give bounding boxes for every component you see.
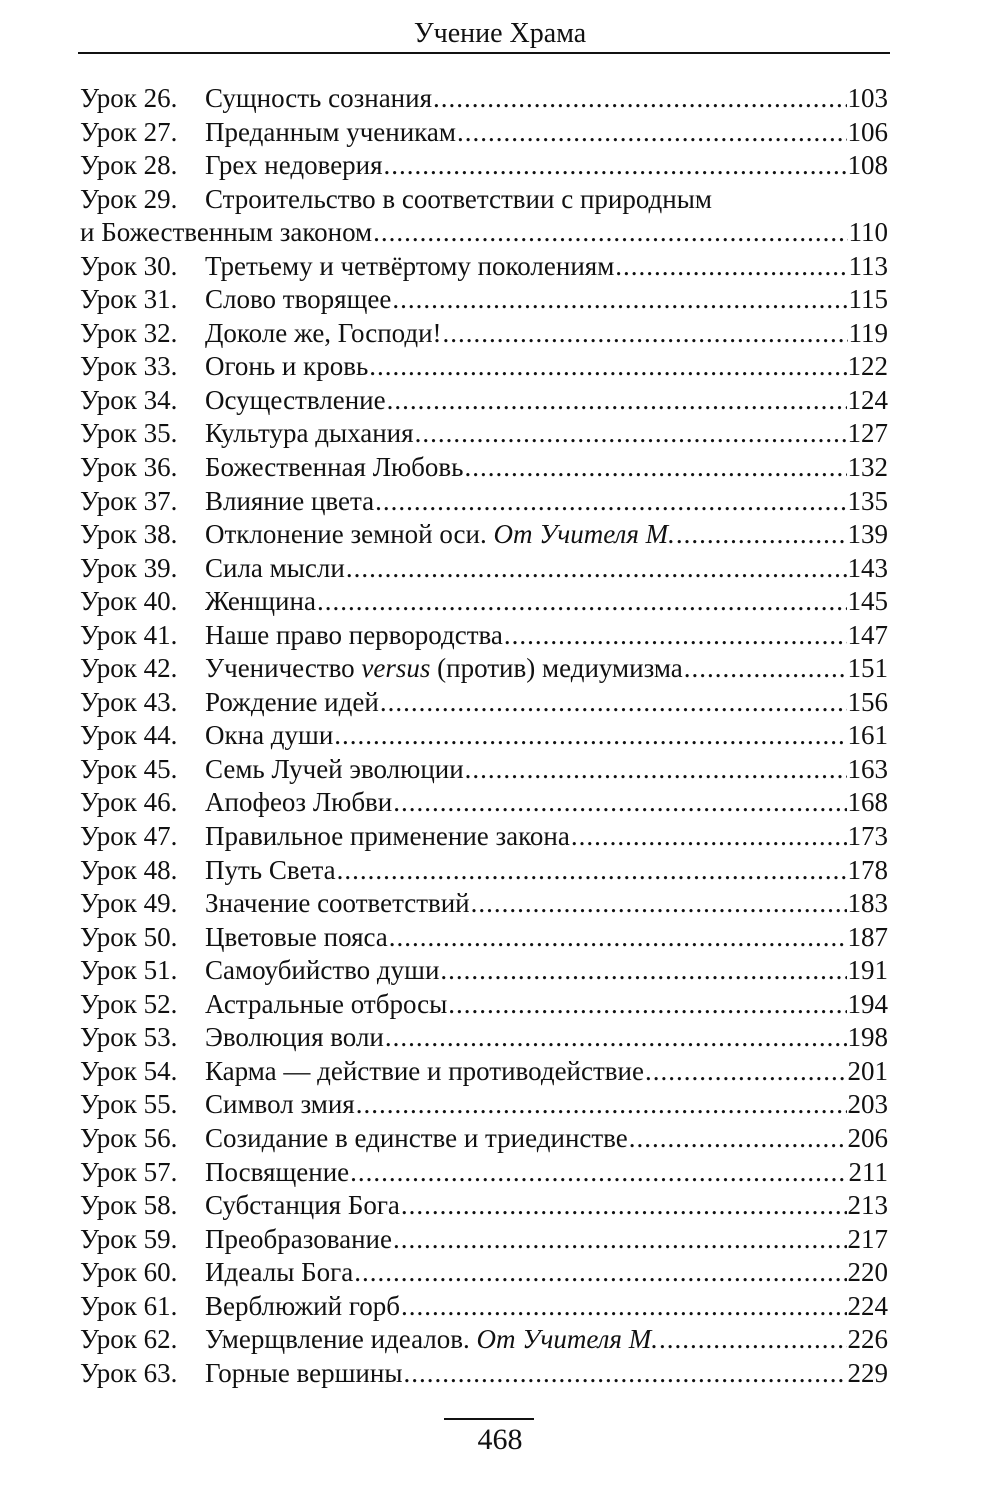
lesson-title	[205, 485, 374, 519]
entry-body	[205, 1021, 888, 1055]
dot-leader	[471, 887, 847, 921]
toc-entry	[80, 719, 888, 753]
lesson-number: Урок 33.	[80, 351, 178, 382]
entry-body	[205, 317, 888, 351]
entry-body	[205, 854, 888, 888]
lesson-title	[205, 753, 464, 787]
entry-body	[205, 921, 888, 955]
toc-entry	[80, 116, 888, 150]
lesson-number: Урок 47.	[80, 821, 178, 852]
lesson-title	[205, 250, 614, 284]
lesson-title	[205, 183, 712, 217]
lesson-title-text: Третьему и четвёртому поколениям	[205, 250, 615, 281]
page-ref: 198	[847, 1022, 888, 1053]
dot-leader	[389, 921, 847, 955]
lesson-number: Урок 53.	[80, 1022, 178, 1053]
lesson-title	[205, 116, 456, 150]
dot-leader	[504, 619, 847, 653]
toc-entry	[80, 1290, 888, 1324]
lesson-number: Урок 60.	[80, 1257, 178, 1288]
lesson-title-text: Огонь и кровь	[205, 351, 369, 382]
lesson-number: Урок 52.	[80, 988, 178, 1019]
lesson-number: Урок 41.	[80, 619, 178, 650]
toc-entry	[80, 988, 888, 1022]
lesson-title	[205, 1323, 658, 1357]
lesson-title-after: (против) медиумизма	[437, 653, 683, 684]
lesson-title-text: Созидание в единстве и триединстве	[205, 1122, 628, 1153]
lesson-title-italic: versus	[361, 653, 431, 684]
lesson-number: Урок 58.	[80, 1190, 178, 1221]
lesson-title-text: Посвящение	[205, 1156, 350, 1187]
entry-body	[205, 1189, 888, 1223]
lesson-number: Урок 42.	[80, 653, 178, 684]
page-ref: 103	[847, 83, 888, 113]
lesson-number: Урок 62.	[80, 1324, 178, 1355]
lesson-number: Урок 56.	[80, 1122, 178, 1153]
toc-entry	[80, 1122, 888, 1156]
lesson-title	[205, 585, 316, 619]
lesson-title-text: Преобразование	[205, 1223, 392, 1254]
lesson-number: Урок 61.	[80, 1290, 178, 1321]
dot-leader	[375, 485, 846, 519]
header-rule	[78, 52, 890, 54]
page-ref: 203	[847, 1089, 888, 1120]
entry-body	[205, 719, 888, 753]
dot-leader	[443, 317, 848, 351]
lesson-title-text: Влияние цвета	[205, 485, 375, 516]
lesson-number: Урок 36.	[80, 452, 178, 483]
toc-entry	[80, 1088, 888, 1122]
dot-leader	[350, 1156, 847, 1190]
lesson-title-italic: От Учителя М.	[493, 519, 675, 550]
lesson-title	[205, 686, 379, 720]
toc-entry	[80, 753, 888, 787]
toc-entry	[80, 652, 888, 686]
lesson-title	[205, 518, 675, 552]
toc-entry	[80, 518, 888, 552]
dot-leader	[457, 116, 847, 150]
dot-leader	[401, 1290, 847, 1324]
entry-body	[205, 82, 888, 116]
entry-body	[205, 350, 888, 384]
lesson-title-text: Верблюжий горб	[205, 1290, 400, 1321]
dot-leader	[440, 954, 846, 988]
lesson-title-text: Путь Света	[205, 854, 336, 885]
toc-entry	[80, 451, 888, 485]
lesson-title	[205, 451, 463, 485]
lesson-title-text: Окна души	[205, 720, 334, 751]
dot-leader	[387, 384, 847, 418]
lesson-number: Урок 40.	[80, 586, 178, 617]
lesson-number: Урок 57.	[80, 1156, 178, 1187]
page-ref: 145	[847, 586, 888, 617]
lesson-title-text: Значение соответствий	[205, 888, 470, 919]
dot-leader	[433, 82, 847, 116]
lesson-title	[205, 417, 414, 451]
lesson-title	[205, 350, 368, 384]
lesson-number: Урок 26.	[80, 83, 178, 113]
lesson-title-continuation: и Божественным законом	[80, 217, 373, 248]
lesson-title	[205, 283, 391, 317]
entry-body	[205, 686, 888, 720]
entry-body	[205, 988, 888, 1022]
dot-leader	[317, 585, 847, 619]
dot-leader	[392, 283, 847, 317]
dot-leader	[369, 350, 846, 384]
lesson-title-text: Женщина	[205, 586, 316, 617]
lesson-number: Урок 38.	[80, 519, 178, 550]
dot-leader	[448, 988, 846, 1022]
lesson-number: Урок 48.	[80, 854, 178, 885]
dot-leader	[334, 719, 846, 753]
entry-body	[205, 451, 888, 485]
toc-entry	[80, 485, 888, 519]
page-ref: 161	[847, 720, 888, 751]
toc-entry	[80, 384, 888, 418]
page-ref: 127	[847, 418, 888, 449]
lesson-number: Урок 34.	[80, 384, 178, 415]
lesson-title-text: Слово творящее	[205, 284, 392, 315]
lesson-title	[205, 1290, 400, 1324]
lesson-number: Урок 50.	[80, 921, 178, 952]
lesson-title-text: Горные вершины	[205, 1357, 403, 1388]
lesson-title	[205, 652, 683, 686]
lesson-title	[205, 786, 392, 820]
dot-leader	[354, 1256, 846, 1290]
toc-entry	[80, 417, 888, 451]
entry-body	[205, 786, 888, 820]
lesson-title-text: Доколе же, Господи!	[205, 317, 442, 348]
dot-leader	[629, 1122, 847, 1156]
lesson-title-text: Строительство в соответствии с природным	[205, 183, 712, 214]
lesson-title-text: Отклонение земной оси.	[205, 519, 487, 550]
dot-leader	[385, 1021, 847, 1055]
lesson-title-text: Умерщвление идеалов.	[205, 1324, 470, 1355]
lesson-title	[205, 552, 345, 586]
toc-entry	[80, 1357, 888, 1391]
toc-entry	[80, 1055, 888, 1089]
dot-leader	[415, 417, 847, 451]
lesson-title	[205, 887, 470, 921]
dot-leader	[356, 1088, 847, 1122]
page-ref: 224	[847, 1290, 888, 1321]
page-ref: 191	[847, 955, 888, 986]
entry-body	[205, 552, 888, 586]
lesson-number: Урок 32.	[80, 317, 178, 348]
toc-entry	[80, 283, 888, 317]
lesson-title	[205, 854, 336, 888]
lesson-title-text: Рождение идей	[205, 686, 379, 717]
lesson-title-text: Сущность сознания	[205, 83, 432, 113]
entry-body	[205, 887, 888, 921]
toc-entry	[80, 82, 888, 116]
lesson-title-text: Символ змия	[205, 1089, 355, 1120]
toc-entry	[80, 1189, 888, 1223]
page-ref: 122	[847, 351, 888, 382]
lesson-number: Урок 44.	[80, 720, 178, 751]
page-ref: 178	[847, 854, 888, 885]
lesson-number: Урок 27.	[80, 116, 178, 147]
page-ref: 143	[847, 552, 888, 583]
dot-leader	[346, 552, 847, 586]
toc-entry	[80, 887, 888, 921]
lesson-title	[205, 82, 432, 116]
entry-body	[205, 485, 888, 519]
entry-body	[205, 283, 888, 317]
toc-entry	[80, 585, 888, 619]
toc-entry	[80, 954, 888, 988]
page-ref: 119	[848, 317, 888, 348]
toc-entry	[80, 1223, 888, 1257]
page-ref: 151	[847, 653, 888, 684]
toc-entry	[80, 1021, 888, 1055]
lesson-title-text: Карма — действие и противодействие	[205, 1055, 644, 1086]
dot-leader	[384, 149, 847, 183]
entry-body	[80, 216, 888, 250]
lesson-title	[205, 820, 570, 854]
entry-body	[205, 518, 888, 552]
lesson-number: Урок 55.	[80, 1089, 178, 1120]
lesson-title	[205, 619, 503, 653]
lesson-title-text: Правильное применение закона	[205, 821, 570, 852]
dot-leader	[393, 1223, 847, 1257]
page-number: 468	[477, 1423, 523, 1456]
toc-entry	[80, 1256, 888, 1290]
lesson-title	[205, 1055, 644, 1089]
lesson-number: Урок 31.	[80, 284, 178, 315]
entry-body	[205, 1122, 888, 1156]
page-ref: 135	[847, 485, 888, 516]
lesson-number: Урок 45.	[80, 753, 178, 784]
dot-leader	[380, 686, 847, 720]
toc-entry	[80, 183, 888, 217]
lesson-title-text: Культура дыхания	[205, 418, 414, 449]
lesson-title-text: Наше право первородства	[205, 619, 503, 650]
dot-leader	[464, 451, 846, 485]
page-ref: 194	[847, 988, 888, 1019]
lesson-title-text: Идеалы Бога	[205, 1257, 354, 1288]
lesson-number: Урок 28.	[80, 150, 178, 181]
entry-body	[205, 183, 712, 217]
dot-leader	[337, 854, 847, 888]
dot-leader	[465, 753, 847, 787]
lesson-title	[205, 1088, 355, 1122]
entry-body	[205, 652, 888, 686]
dot-leader	[403, 1357, 846, 1391]
dot-leader	[401, 1189, 847, 1223]
toc-entry	[80, 1156, 888, 1190]
lesson-number: Урок 46.	[80, 787, 178, 818]
toc-entry	[80, 921, 888, 955]
page-ref: 173	[847, 821, 888, 852]
dot-leader	[645, 1055, 847, 1089]
page-ref: 187	[847, 921, 888, 952]
lesson-title-italic: От Учителя М.	[476, 1324, 658, 1355]
lesson-title-text: Семь Лучей эволюции	[205, 753, 464, 784]
lesson-number: Урок 54.	[80, 1055, 178, 1086]
toc-entry	[80, 619, 888, 653]
page-ref: 124	[847, 384, 888, 415]
lesson-title-text: Ученичество	[205, 653, 355, 684]
entry-body	[205, 1323, 888, 1357]
lesson-number: Урок 63.	[80, 1357, 178, 1388]
lesson-title-text: Апофеоз Любви	[205, 787, 393, 818]
entry-body	[205, 820, 888, 854]
toc-entry	[80, 149, 888, 183]
toc-entry-continuation	[80, 216, 888, 250]
dot-leader	[373, 216, 847, 250]
entry-body	[205, 1055, 888, 1089]
footer-rule	[444, 1418, 534, 1420]
toc-entry	[80, 686, 888, 720]
entry-body	[205, 1290, 888, 1324]
page-ref: 183	[847, 888, 888, 919]
entry-body	[205, 619, 888, 653]
toc-entry	[80, 250, 888, 284]
lesson-title	[205, 384, 386, 418]
page-ref: 115	[848, 284, 888, 315]
lesson-title-text: Цветовые пояса	[205, 921, 388, 952]
lesson-title-text: Божественная Любовь	[205, 452, 464, 483]
lesson-title-text: Субстанция Бога	[205, 1190, 400, 1221]
lesson-title-text: Осуществление	[205, 384, 386, 415]
lesson-number: Урок 30.	[80, 250, 178, 281]
lesson-title	[205, 1189, 400, 1223]
dot-leader	[676, 518, 847, 552]
page-ref: 220	[847, 1257, 888, 1288]
lesson-title	[205, 1357, 402, 1391]
toc-entry	[80, 1323, 888, 1357]
page-ref: 132	[847, 452, 888, 483]
page-ref: 108	[847, 150, 888, 181]
lesson-title	[205, 954, 439, 988]
lesson-title-text: Грех недоверия	[205, 150, 383, 181]
dot-leader	[684, 652, 847, 686]
lesson-title	[205, 921, 388, 955]
lesson-title	[205, 1156, 349, 1190]
entry-body	[205, 417, 888, 451]
dot-leader	[659, 1323, 847, 1357]
lesson-title	[205, 1021, 384, 1055]
page-ref: 168	[847, 787, 888, 818]
entry-body	[205, 384, 888, 418]
page-ref: 229	[847, 1357, 888, 1388]
page-ref: 110	[848, 217, 888, 248]
page-ref: 217	[847, 1223, 888, 1254]
entry-body	[205, 1088, 888, 1122]
page-ref: 163	[847, 753, 888, 784]
page-ref: 211	[848, 1156, 888, 1187]
entry-body	[205, 585, 888, 619]
lesson-title-text: Преданным ученикам	[205, 116, 456, 147]
lesson-title	[205, 719, 333, 753]
page-ref: 201	[847, 1055, 888, 1086]
entry-body	[205, 1156, 888, 1190]
entry-body	[205, 1357, 888, 1391]
lesson-number: Урок 37.	[80, 485, 178, 516]
toc-entry	[80, 786, 888, 820]
entry-body	[205, 1256, 888, 1290]
entry-body	[205, 149, 888, 183]
lesson-title	[205, 1122, 628, 1156]
entry-body	[205, 116, 888, 150]
lesson-title	[205, 988, 447, 1022]
page-ref: 113	[848, 250, 888, 281]
lesson-title	[205, 317, 442, 351]
dot-leader	[571, 820, 847, 854]
page-ref: 213	[847, 1190, 888, 1221]
table-of-contents	[80, 82, 888, 1390]
page-ref: 147	[847, 619, 888, 650]
toc-entry	[80, 854, 888, 888]
toc-entry	[80, 552, 888, 586]
lesson-title	[205, 1256, 353, 1290]
toc-entry	[80, 350, 888, 384]
entry-body	[205, 1223, 888, 1257]
lesson-number: Урок 51.	[80, 955, 178, 986]
entry-body	[205, 250, 888, 284]
lesson-number: Урок 35.	[80, 418, 178, 449]
page-ref: 156	[847, 686, 888, 717]
entry-body	[205, 753, 888, 787]
lesson-number: Урок 49.	[80, 888, 178, 919]
page-ref: 226	[847, 1324, 888, 1355]
toc-entry	[80, 317, 888, 351]
toc-entry	[80, 820, 888, 854]
lesson-title	[205, 1223, 392, 1257]
lesson-number: Урок 43.	[80, 686, 178, 717]
lesson-title-text: Самоубийство души	[205, 955, 440, 986]
lesson-number: Урок 29.	[80, 183, 178, 214]
lesson-number: Урок 59.	[80, 1223, 178, 1254]
lesson-title	[205, 149, 383, 183]
lesson-title-text: Сила мысли	[205, 552, 345, 583]
page-ref: 106	[847, 116, 888, 147]
page-ref: 206	[847, 1122, 888, 1153]
lesson-number: Урок 39.	[80, 552, 178, 583]
page-ref: 139	[847, 519, 888, 550]
dot-leader	[615, 250, 847, 284]
entry-body	[205, 954, 888, 988]
dot-leader	[393, 786, 846, 820]
running-head: Учение Храма	[413, 18, 587, 49]
lesson-title-text: Астральные отбросы	[205, 988, 448, 1019]
lesson-title-text: Эволюция воли	[205, 1022, 384, 1053]
